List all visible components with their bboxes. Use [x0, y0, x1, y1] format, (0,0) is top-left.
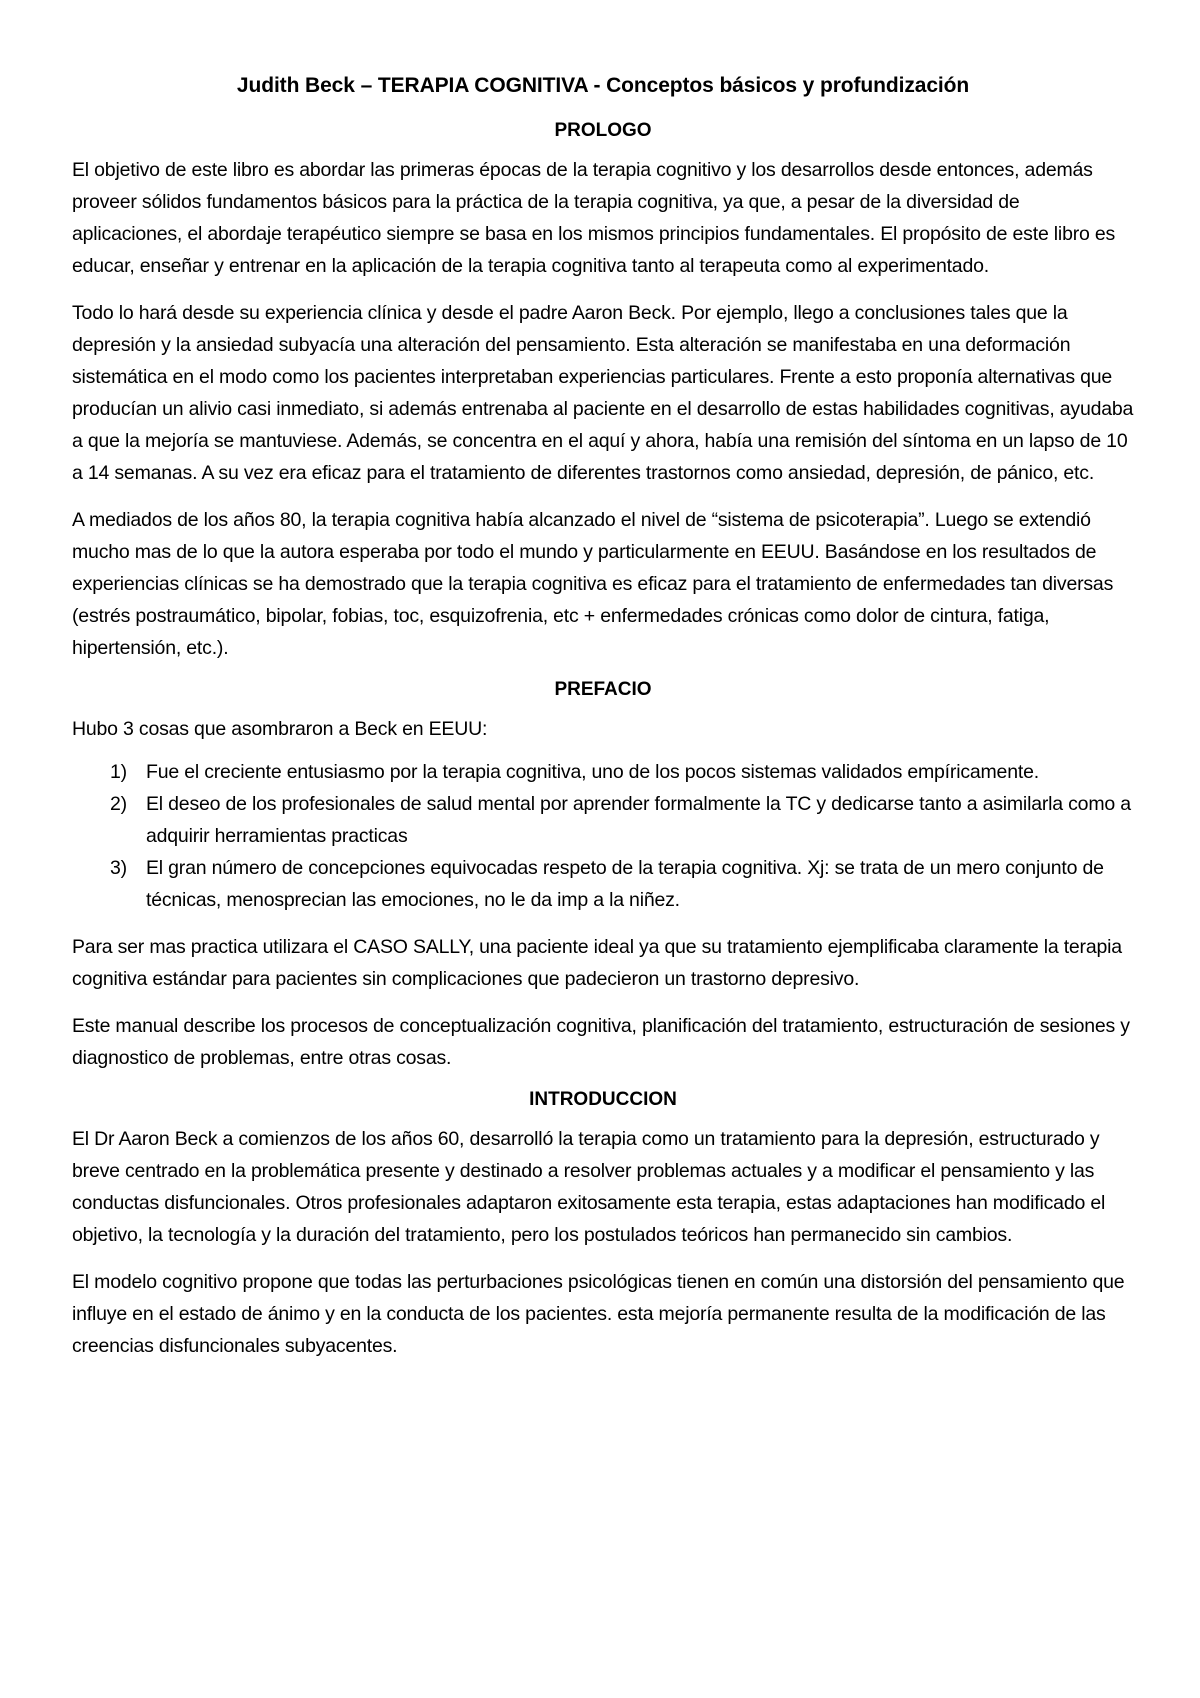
list-item [72, 756, 1134, 788]
prefacio-paragraph-2: Este manual describe los procesos de conceptualización cognitiva, planificación del tratamiento, estructuración de sesiones y diagnostico de problemas, entre otras cosas. [72, 1015, 1130, 1069]
introduccion-paragraph-1: El Dr Aaron Beck a comienzos de los años 60, desarrolló la terapia como un tratamiento para la depresión, estructurado y breve centrado en la problemática presente y destinado a resolver problemas actuales y a modificar el pensamiento y las conductas disfuncionales. Otros profesionales adaptaron exitosamente esta terapia, estas adaptaciones han modificado el objetivo, la tecnología y la duración del tratamiento, pero los postulados teóricos han permanecido sin cambios. [72, 1128, 1106, 1246]
list-item-text: El gran número de concepciones equivocadas respeto de la terapia cognitiva. Xj: se trata de un mero conjunto de técnicas, menosprecian las emociones, no le da imp a la niñez. [146, 857, 1104, 911]
list-item [72, 852, 1134, 916]
heading-prefacio: PREFACIO [554, 679, 652, 700]
prefacio-intro: Hubo 3 cosas que asombraron a Beck en EEUU: [72, 718, 488, 740]
document-title: Judith Beck – TERAPIA COGNITIVA - Conceptos básicos y profundización [236, 74, 970, 97]
list-item-number: 3) [110, 857, 127, 879]
list-item-number: 1) [110, 761, 127, 783]
list-item-text: El deseo de los profesionales de salud mental por aprender formalmente la TC y dedicarse tanto a asimilarla como a adquirir herramientas practicas [146, 793, 1131, 847]
prologo-paragraph-2: Todo lo hará desde su experiencia clínica y desde el padre Aaron Beck. Por ejemplo, llego a conclusiones tales que la depresión y la ansiedad subyacía una alteración del pensamiento. Esta alteración se manifestaba en una deformación sistemática en el modo como los pacientes interpretaban experiencias particulares. Frente a esto proponía alternativas que producían un alivio casi inmediato, si además entrenaba al paciente en el desarrollo de estas habilidades cognitivas, ayudaba a que la mejoría se mantuviese. Además, se concentra en el aquí y ahora, había una remisión del síntoma en un lapso de 10 a 14 semanas. A su vez era eficaz para el tratamiento de diferentes trastornos como ansiedad, depresión, de pánico, etc. [72, 302, 1134, 484]
introduccion-paragraph-2: El modelo cognitivo propone que todas las perturbaciones psicológicas tienen en común una distorsión del pensamiento que influye en el estado de ánimo y en la conducta de los pacientes. esta mejoría permanente resulta de la modificación de las creencias disfuncionales subyacentes. [72, 1271, 1125, 1357]
prefacio-list [72, 756, 1134, 916]
prologo-paragraph-1: El objetivo de este libro es abordar las primeras épocas de la terapia cognitivo y los desarrollos desde entonces, además proveer sólidos fundamentos básicos para la práctica de la terapia cognitiva, ya que, a pesar de la diversidad de aplicaciones, el abordaje terapéutico siempre se basa en los mismos principios fundamentales. El propósito de este libro es educar, enseñar y entrenar en la aplicación de la terapia cognitiva tanto al terapeuta como al experimentado. [72, 159, 1116, 277]
heading-prologo: PROLOGO [554, 120, 652, 141]
prologo-paragraph-3: A mediados de los años 80, la terapia cognitiva había alcanzado el nivel de “sistema de psicoterapia”. Luego se extendió mucho mas de lo que la autora esperaba por todo el mundo y particularmente en EEUU. Basándose en los resultados de experiencias clínicas se ha demostrado que la terapia cognitiva es eficaz para el tratamiento de enfermedades tan diversas (estrés postraumático, bipolar, fobias, toc, esquizofrenia, etc + enfermedades crónicas como dolor de cintura, fatiga, hipertensión, etc.). [72, 509, 1114, 659]
list-item-text: Fue el creciente entusiasmo por la terapia cognitiva, uno de los pocos sistemas validados empíricamente. [146, 761, 1039, 783]
heading-introduccion: INTRODUCCION [529, 1089, 677, 1110]
list-item-number: 2) [110, 793, 127, 815]
prefacio-paragraph-1: Para ser mas practica utilizara el CASO SALLY, una paciente ideal ya que su tratamiento ejemplificaba claramente la terapia cognitiva estándar para pacientes sin complicaciones que padecieron un trastorno depresivo. [72, 936, 1122, 990]
list-item [72, 788, 1134, 852]
